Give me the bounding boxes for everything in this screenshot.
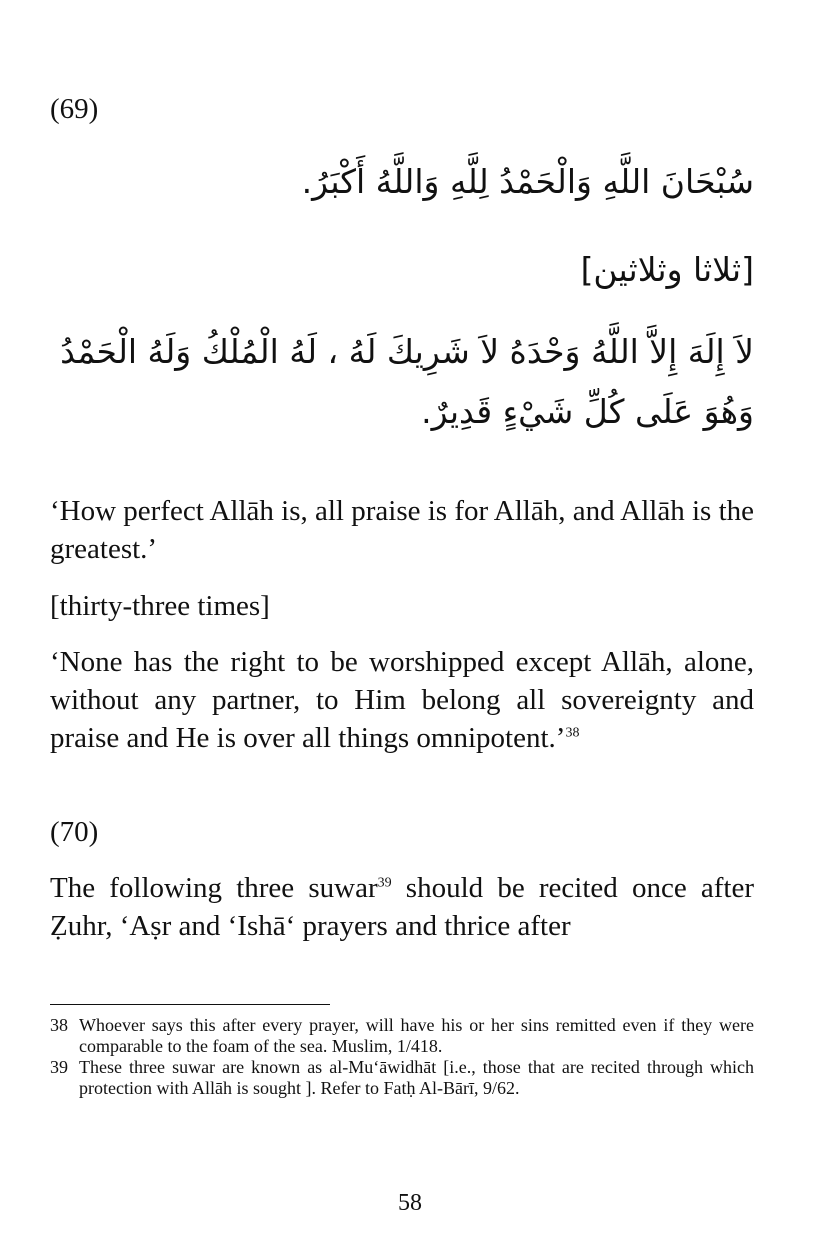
arabic-tahlil [50,322,754,442]
footnote-ref-39: 39 [377,875,392,891]
footnotes [50,1015,754,1099]
footnote-divider [50,1004,330,1005]
count-thirty-three: [thirty-three times] [50,590,270,622]
footnote-text: These three suwar are known as al-Mu‘āwidhāt [i.e., those that are recited through which protection with Allāh is sought ]. Refer to Fatḥ Al-Bārī, 9/62. [79,1057,754,1098]
page-number: 58 [398,1190,422,1216]
footnote-number: 39 [50,1057,68,1077]
arabic-tasbih: سُبْحَانَ اللَّهِ وَالْحَمْدُ لِلَّهِ وَاللَّهُ أَكْبَرُ. [301,162,754,201]
section-70-text-part-1: The following three suwar [50,872,378,904]
arabic-tahlil-line-2: وَهُوَ عَلَى كُلِّ شَيْءٍ قَدِيرٌ. [421,392,754,431]
section-70-text [50,869,754,945]
footnote-39 [50,1057,754,1099]
section-70-text-part-2: should be recited once after Ẓuhr, ‘Aṣr and ‘Ishā‘ prayers and thrice after [50,872,754,942]
footnote-text: Whoever says this after every prayer, will have his or her sins remitted even if they were comparable to the foam of the sea. Muslim, 1/418. [79,1015,754,1056]
footnote-number: 38 [50,1015,68,1035]
arabic-tahlil-line-1: لاَ إِلَهَ إِلاَّ اللَّهُ وَحْدَهُ لاَ شَرِيكَ لَهُ ، لَهُ الْمُلْكُ وَلَهُ الْحَمْدُ [60,332,754,371]
footnote-ref-38: 38 [565,725,580,741]
translation-tasbih: ‘How perfect Allāh is, all praise is for Allāh, and Allāh is the greatest.’ [50,495,754,565]
footnote-38 [50,1015,754,1057]
section-number-69: (69) [50,93,99,125]
section-number-70: (70) [50,816,99,848]
translation-tahlil-text: ‘None has the right to be worshipped except Allāh, alone, without any partner, to Him belong all sovereignty and praise and He is over all things omnipotent.’ [50,646,754,754]
arabic-count: [ثلاثا وثلاثين] [580,250,754,289]
translation-tahlil [50,643,754,757]
